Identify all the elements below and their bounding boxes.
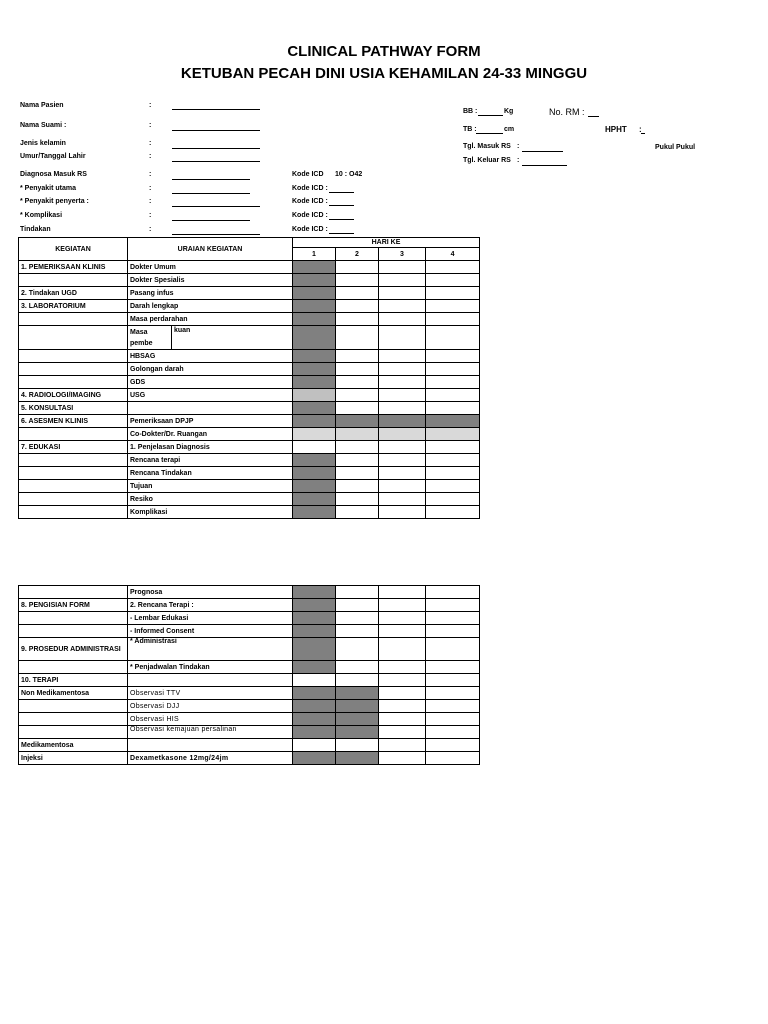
table-row [19,274,480,287]
field-colon: : [149,226,152,233]
day-cell[interactable] [293,274,336,287]
tgl-masuk-colon: : [517,143,520,150]
day-cell[interactable] [336,441,379,454]
day-cell[interactable] [336,612,379,625]
field-line-nama-pasien[interactable] [172,109,260,110]
kegiatan-cell [19,350,128,363]
table-row [19,402,480,415]
header-hari-ke: HARI KE [293,238,480,248]
day-cell[interactable] [379,612,426,625]
day-cell[interactable] [336,687,379,700]
day-cell[interactable] [426,739,480,752]
day-cell[interactable] [379,402,426,415]
kegiatan-cell [19,376,128,389]
day-cell[interactable] [426,625,480,638]
day-cell[interactable] [336,586,379,599]
day-cell[interactable] [379,480,426,493]
table-row [19,261,480,274]
icd-line[interactable] [329,205,354,206]
day-cell[interactable] [293,441,336,454]
table-row [19,586,480,599]
day-cell[interactable] [293,350,336,363]
kegiatan-cell [19,467,128,480]
day-cell[interactable] [336,428,379,441]
day-cell[interactable] [379,300,426,313]
kegiatan-cell: 9. PROSEDUR ADMINISTRASI [19,638,128,661]
pathway-table-2 [18,585,480,765]
table-row [19,313,480,326]
kegiatan-cell [19,428,128,441]
day-cell[interactable] [293,506,336,519]
field-line-tindakan[interactable] [172,234,260,235]
table-row [19,287,480,300]
day-cell[interactable] [379,661,426,674]
kegiatan-cell [19,454,128,467]
day-cell[interactable] [426,415,480,428]
icd-label: Kode ICD : [292,198,328,205]
table-row [19,726,480,739]
uraian-cell: Observasi DJJ [128,700,293,713]
day-cell[interactable] [426,661,480,674]
day-cell[interactable] [379,376,426,389]
day-cell[interactable] [379,350,426,363]
day-cell[interactable] [336,467,379,480]
day-cell[interactable] [336,752,379,765]
day-cell[interactable] [336,415,379,428]
day-header: 3 [379,248,426,261]
day-cell[interactable] [336,454,379,467]
day-cell[interactable] [426,674,480,687]
day-cell[interactable] [426,638,480,661]
day-cell[interactable] [379,454,426,467]
day-cell[interactable] [293,287,336,300]
uraian-cell [128,402,293,415]
day-cell[interactable] [293,700,336,713]
day-cell[interactable] [293,625,336,638]
field-line-komplikasi[interactable] [172,220,250,221]
bb-line[interactable] [478,115,503,116]
table-row [19,713,480,726]
table-row [19,480,480,493]
day-cell[interactable] [379,638,426,661]
table-row [19,674,480,687]
day-cell[interactable] [379,287,426,300]
day-cell[interactable] [379,415,426,428]
kegiatan-cell: Non Medikamentosa [19,687,128,700]
day-cell[interactable] [426,274,480,287]
uraian-cell: 1. Penjelasan Diagnosis [128,441,293,454]
hpht-line[interactable] [641,133,645,134]
day-cell[interactable] [336,480,379,493]
uraian-cell: 2. Rencana Terapi : [128,599,293,612]
day-header: 2 [336,248,379,261]
day-cell[interactable] [336,506,379,519]
table-row [19,599,480,612]
day-cell[interactable] [336,363,379,376]
day-cell[interactable] [293,326,336,350]
day-cell[interactable] [336,261,379,274]
uraian-cell: Masa perdarahan [128,313,293,326]
uraian-cell: Dexametkasone 12mg/24jm [128,752,293,765]
kegiatan-cell: 7. EDUKASI [19,441,128,454]
kegiatan-cell: 2. Tindakan UGD [19,287,128,300]
table-row [19,428,480,441]
pukul-label: Pukul Pukul [655,144,696,151]
field-label-komplikasi: * Komplikasi [20,212,63,219]
uraian-cell: Dokter Umum [128,261,293,274]
day-cell[interactable] [426,313,480,326]
day-cell[interactable] [293,612,336,625]
tgl-masuk-label: Tgl. Masuk RS [463,143,511,150]
uraian-cell: * Administrasi [128,638,293,661]
field-label-diagnosa: Diagnosa Masuk RS [20,171,87,178]
day-cell[interactable] [426,726,480,739]
field-colon: : [149,198,152,205]
day-cell[interactable] [379,674,426,687]
day-cell[interactable] [336,402,379,415]
kegiatan-cell [19,612,128,625]
field-colon: : [149,185,152,192]
uraian-cell [128,674,293,687]
uraian-cell: - Lembar Edukasi [128,612,293,625]
uraian-cell: Resiko [128,493,293,506]
day-cell[interactable] [379,441,426,454]
table-row [19,300,480,313]
table-row [19,493,480,506]
day-cell[interactable] [426,493,480,506]
table-row [19,625,480,638]
table-row [19,363,480,376]
day-cell[interactable] [426,389,480,402]
day-cell[interactable] [379,467,426,480]
kg-unit: Kg [504,108,514,115]
tb-line[interactable] [476,133,503,134]
day-cell[interactable] [426,326,480,350]
field-colon: : [149,171,152,178]
kegiatan-cell [19,326,128,350]
day-cell[interactable] [426,454,480,467]
kegiatan-cell [19,700,128,713]
day-cell[interactable] [293,467,336,480]
day-cell[interactable] [426,467,480,480]
uraian-cell: Dokter Spesialis [128,274,293,287]
day-cell[interactable] [336,674,379,687]
tgl-keluar-colon: : [517,157,520,164]
uraian-cell: Komplikasi [128,506,293,519]
day-cell[interactable] [336,350,379,363]
field-colon: : [149,153,152,160]
table-row [19,661,480,674]
field-line-jenis-kelamin[interactable] [172,148,260,149]
day-cell[interactable] [336,638,379,661]
icd-value: 10 : O42 [335,171,363,178]
day-cell[interactable] [379,428,426,441]
day-cell[interactable] [293,363,336,376]
kegiatan-cell [19,313,128,326]
uraian-cell: Rencana Tindakan [128,467,293,480]
day-cell[interactable] [426,300,480,313]
kegiatan-cell [19,726,128,739]
day-cell[interactable] [426,700,480,713]
uraian-cell [128,326,172,350]
day-cell[interactable] [293,739,336,752]
table-row [19,467,480,480]
kegiatan-cell: 6. ASESMEN KLINIS [19,415,128,428]
day-cell[interactable] [336,739,379,752]
uraian-cell: * Penjadwalan Tindakan [128,661,293,674]
day-cell[interactable] [426,506,480,519]
form-title: CLINICAL PATHWAY FORM [287,43,481,60]
day-cell[interactable] [293,661,336,674]
day-cell[interactable] [379,726,426,739]
day-cell[interactable] [336,300,379,313]
tgl-keluar-label: Tgl. Keluar RS [463,157,511,164]
uraian-cell: Observasi kemajuan persalinan [128,726,293,739]
day-cell[interactable] [336,599,379,612]
day-cell[interactable] [426,363,480,376]
day-cell[interactable] [426,586,480,599]
day-cell[interactable] [426,402,480,415]
kegiatan-cell [19,274,128,287]
kegiatan-cell: 4. RADIOLOGI/IMAGING [19,389,128,402]
kegiatan-cell [19,586,128,599]
day-cell[interactable] [379,739,426,752]
day-cell[interactable] [293,687,336,700]
day-cell[interactable] [426,687,480,700]
day-cell[interactable] [293,415,336,428]
day-cell[interactable] [379,599,426,612]
day-cell[interactable] [336,287,379,300]
bb-label: BB : [463,108,478,115]
day-cell[interactable] [336,713,379,726]
day-cell[interactable] [379,506,426,519]
uraian-text-part: pembe [130,340,153,347]
uraian-text-part: Masa [130,329,148,336]
day-cell[interactable] [379,625,426,638]
day-cell[interactable] [426,441,480,454]
field-label-penyakit-penyerta: * Penyakit penyerta : [20,198,89,205]
tgl-keluar-line[interactable] [522,165,567,166]
field-line-nama-suami[interactable] [172,130,260,131]
table-row [19,454,480,467]
day-cell[interactable] [293,493,336,506]
day-cell[interactable] [293,674,336,687]
day-cell[interactable] [379,326,426,350]
kegiatan-cell: Injeksi [19,752,128,765]
field-label-penyakit-utama: * Penyakit utama [20,185,77,192]
uraian-cell: Golongan darah [128,363,293,376]
icd-line[interactable] [329,219,354,220]
day-cell[interactable] [379,363,426,376]
tgl-masuk-line[interactable] [522,151,563,152]
field-label-nama-pasien: Nama Pasien [20,102,64,109]
uraian-cell: Observasi HIS [128,713,293,726]
field-line-diagnosa[interactable] [172,179,250,180]
day-cell[interactable] [379,261,426,274]
kegiatan-cell: 10. TERAPI [19,674,128,687]
uraian-cell: USG [128,389,293,402]
table-row [19,612,480,625]
no-rm-label: No. RM : [549,107,585,117]
day-cell[interactable] [336,313,379,326]
table-row [19,389,480,402]
icd-label: Kode ICD [292,171,324,178]
day-cell[interactable] [293,428,336,441]
kegiatan-cell: 1. PEMERIKSAAN KLINIS [19,261,128,274]
tb-label: TB : [463,126,477,133]
day-cell[interactable] [293,752,336,765]
day-cell[interactable] [293,389,336,402]
day-cell[interactable] [379,687,426,700]
uraian-cell: kuan [172,326,293,350]
header-uraian: URAIAN KEGIATAN [128,238,293,261]
table-row [19,739,480,752]
day-cell[interactable] [336,274,379,287]
field-colon: : [149,102,152,109]
day-cell[interactable] [379,274,426,287]
table-row [19,441,480,454]
day-cell[interactable] [293,376,336,389]
kegiatan-cell [19,661,128,674]
uraian-cell [128,739,293,752]
table-row [19,350,480,363]
day-cell[interactable] [426,713,480,726]
table-row [19,687,480,700]
form-subtitle: KETUBAN PECAH DINI USIA KEHAMILAN 24-33 MINGGU [180,65,588,82]
day-cell[interactable] [293,599,336,612]
field-label-jenis-kelamin: Jenis kelamin [20,140,66,147]
field-colon: : [149,212,152,219]
uraian-cell: HBSAG [128,350,293,363]
table-row [19,376,480,389]
day-cell[interactable] [426,287,480,300]
hpht-label: HPHT [605,125,627,134]
field-label-tindakan: Tindakan [20,226,51,233]
day-cell[interactable] [379,713,426,726]
day-cell[interactable] [379,700,426,713]
table-row [19,326,480,350]
uraian-cell: Pasang infus [128,287,293,300]
icd-label: Kode ICD : [292,185,328,192]
kegiatan-cell: Medikamentosa [19,739,128,752]
kegiatan-cell [19,625,128,638]
day-cell[interactable] [293,313,336,326]
day-cell[interactable] [379,493,426,506]
day-cell[interactable] [426,612,480,625]
day-header: 1 [293,248,336,261]
day-cell[interactable] [293,638,336,661]
day-cell[interactable] [293,261,336,274]
day-cell[interactable] [426,376,480,389]
day-cell[interactable] [293,402,336,415]
day-cell[interactable] [336,661,379,674]
field-line-penyakit-penyerta[interactable] [172,206,260,207]
day-cell[interactable] [379,752,426,765]
day-cell[interactable] [336,493,379,506]
kegiatan-cell [19,480,128,493]
hpht-colon: : [639,125,642,134]
day-cell[interactable] [336,389,379,402]
table-row [19,752,480,765]
kegiatan-cell [19,506,128,519]
day-cell[interactable] [336,326,379,350]
kegiatan-cell: 5. KONSULTASI [19,402,128,415]
field-label-umur: Umur/Tanggal Lahir [20,153,86,160]
table-row [19,700,480,713]
table-row [19,415,480,428]
no-rm-line[interactable] [588,116,599,117]
pathway-table-1 [18,237,480,519]
uraian-cell: Pemeriksaan DPJP [128,415,293,428]
uraian-cell: Tujuan [128,480,293,493]
day-cell[interactable] [293,454,336,467]
icd-line[interactable] [329,192,354,193]
day-header: 4 [426,248,480,261]
field-label-nama-suami: Nama Suami : [20,122,67,129]
day-cell[interactable] [336,625,379,638]
kegiatan-cell [19,363,128,376]
icd-label: Kode ICD : [292,212,328,219]
day-cell[interactable] [426,261,480,274]
day-cell[interactable] [426,428,480,441]
day-cell[interactable] [336,376,379,389]
day-cell[interactable] [336,726,379,739]
kegiatan-cell [19,713,128,726]
table-row [19,506,480,519]
icd-label: Kode ICD : [292,226,328,233]
field-colon: : [149,140,152,147]
kegiatan-cell [19,493,128,506]
day-cell[interactable] [293,726,336,739]
day-cell[interactable] [426,599,480,612]
uraian-cell: GDS [128,376,293,389]
uraian-cell: Prognosa [128,586,293,599]
field-colon: : [149,122,152,129]
day-cell[interactable] [379,313,426,326]
icd-line[interactable] [329,233,354,234]
table-row [19,638,480,661]
field-line-umur[interactable] [172,161,260,162]
day-cell[interactable] [293,480,336,493]
uraian-cell: Darah lengkap [128,300,293,313]
day-cell[interactable] [293,713,336,726]
kegiatan-cell: 3. LABORATORIUM [19,300,128,313]
day-cell[interactable] [379,586,426,599]
uraian-cell: Observasi TTV [128,687,293,700]
uraian-cell: Co-Dokter/Dr. Ruangan [128,428,293,441]
cm-unit: cm [504,126,515,133]
day-cell[interactable] [293,300,336,313]
day-cell[interactable] [379,389,426,402]
day-cell[interactable] [426,752,480,765]
field-line-penyakit-utama[interactable] [172,193,250,194]
uraian-cell: - Informed Consent [128,625,293,638]
day-cell[interactable] [336,700,379,713]
kegiatan-cell: 8. PENGISIAN FORM [19,599,128,612]
uraian-cell: Rencana terapi [128,454,293,467]
day-cell[interactable] [426,480,480,493]
day-cell[interactable] [426,350,480,363]
day-cell[interactable] [293,586,336,599]
header-kegiatan: KEGIATAN [19,238,128,261]
